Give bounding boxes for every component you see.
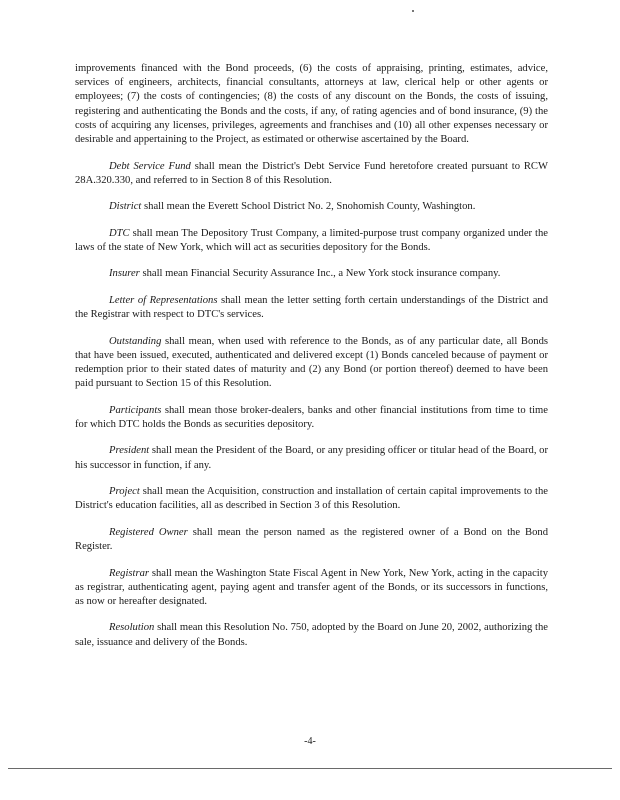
- definition-text: shall mean those broker-dealers, banks and other financial institutions from time to time for which DTC holds the Bonds as securities depository.: [75, 404, 548, 430]
- definition-text: shall mean Financial Security Assurance Inc., a New York stock insurance company.: [139, 268, 501, 280]
- scan-artifact: [412, 10, 414, 12]
- document-body: [75, 62, 548, 662]
- defined-term: District: [109, 201, 142, 213]
- definition-text: shall mean the Acquisition, construction and installation of certain capital improvements to the District's education facilities, all as described in Section 3 of this Resolution.: [75, 486, 548, 512]
- definition-text: shall mean the Washington State Fiscal Agent in New York, New York, acting in the capacity as registrar, authenticating agent, paying agent and transfer agent of the Bonds, or its successors in functions, as now or hereafter designated.: [75, 567, 548, 607]
- definition-dtc: [75, 227, 548, 255]
- defined-term: Outstanding: [109, 335, 162, 347]
- defined-term: Registered Owner: [109, 526, 188, 538]
- definition-text: shall mean the District's Debt Service Fund heretofore created pursuant to RCW 28A.320.330, and referred to in Section 8 of this Resolution.: [75, 160, 548, 186]
- page-number: -4-: [304, 736, 316, 747]
- defined-term: Participants: [109, 404, 162, 416]
- definition-president: [75, 444, 548, 472]
- definition-outstanding: [75, 335, 548, 392]
- defined-term: Letter of Representations: [109, 294, 218, 306]
- definition-registrar: [75, 567, 548, 610]
- defined-term: Registrar: [109, 567, 150, 579]
- defined-term: President: [109, 445, 150, 457]
- definition-registered-owner: [75, 526, 548, 554]
- definition-text: shall mean The Depository Trust Company, a limited-purpose trust company organized under the laws of the state of New York, which will act as securities depository for the Bonds.: [75, 227, 548, 253]
- definition-resolution: [75, 621, 548, 649]
- definition-text: shall mean this Resolution No. 750, adopted by the Board on June 20, 2002, authorizing the sale, issuance and delivery of the Bonds.: [75, 622, 548, 648]
- defined-term: Resolution: [109, 622, 155, 634]
- defined-term: DTC: [109, 227, 130, 239]
- definition-text: shall mean the letter setting forth certain understandings of the District and the Registrar with respect to DTC's services.: [75, 294, 548, 321]
- definition-text: shall mean the person named as the registered owner of a Bond on the Bond Register.: [75, 526, 548, 553]
- definition-text: shall mean the President of the Board, or any presiding officer or titular head of the Board, or his successor in function, if any.: [75, 445, 548, 471]
- definition-text: shall mean, when used with reference to the Bonds, as of any particular date, all Bonds that have been issued, executed, authenticated and delivered except (1) Bonds canceled because of payment or redemption prior to their stated dates of maturity and (2) any Bond (or portion thereof) deemed to have been paid pursuant to Section 15 of this Resolution.: [75, 335, 548, 390]
- definition-letter-of-representations: [75, 294, 548, 322]
- definition-district: [75, 200, 548, 214]
- definition-participants: [75, 404, 548, 432]
- definition-text: shall mean the Everett School District No. 2, Snohomish County, Washington.: [141, 201, 476, 213]
- defined-term: Project: [109, 486, 140, 498]
- defined-term: Insurer: [109, 268, 140, 280]
- footer-rule: [8, 768, 612, 769]
- definition-insurer: [75, 267, 548, 281]
- defined-term: Debt Service Fund: [109, 160, 191, 172]
- definition-project: [75, 485, 548, 513]
- definition-debt-service-fund: [75, 160, 548, 188]
- continuation-paragraph: improvements financed with the Bond proceeds, (6) the costs of appraising, printing, estimates, advice, services of engineers, architects, financial consultants, attorneys at law, clerical help or other agents or employees; (7) the costs of contingencies; (8) the costs of any discount on the Bonds, the costs of issuing, registering and authenticating the Bonds and the costs, if any, of rating agencies and of bond insurance, (9) the costs of acquiring any licenses, privileges, agreements and franchises and (10) all other expenses necessary or desirable and appertaining to the Project, as estimated or otherwise ascertained by the Board.: [75, 63, 548, 146]
